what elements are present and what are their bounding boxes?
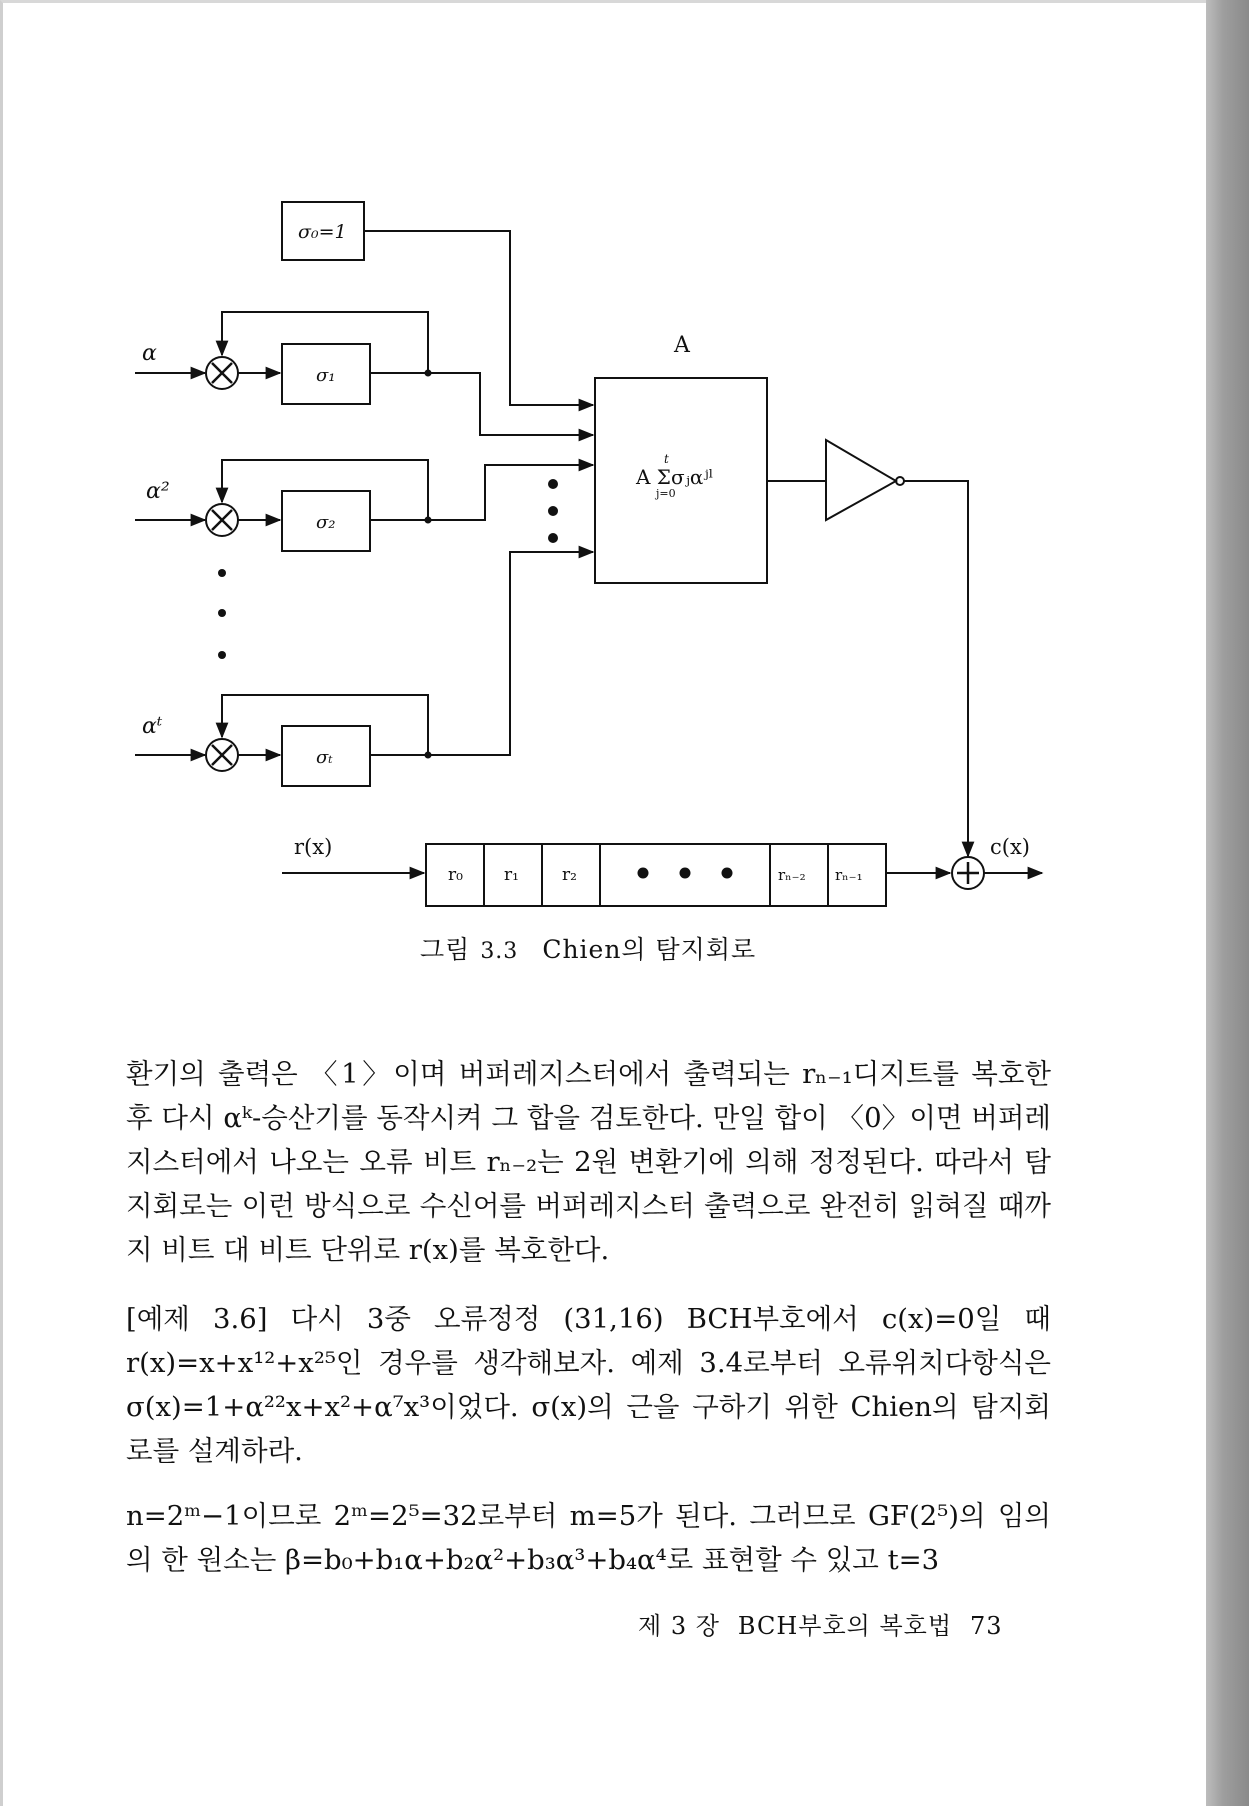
paragraph-2-example	[126, 1297, 1051, 1473]
paragraph-text: [예제 3.6] 다시 3중 오류정정 (31,16) BCH부호에서 c(x)=0일 때 r(x)=x+x¹²+x²⁵인 경우를 생각해보자. 예제 3.4로부터 오류위치다항식은 σ(x)=1+α²²x+x²+α⁷x³이었다. σ(x)의 근을 구하기 위한 Chien의 탐지회로를 설계하라.	[126, 1303, 1051, 1467]
buffer-cell-r0: r₀	[448, 865, 463, 885]
sigma0-wire	[364, 231, 593, 405]
buffer-cell-rn2: rₙ₋₂	[778, 866, 806, 884]
caption-number: 3.3	[480, 939, 519, 964]
inverter-triangle	[826, 440, 896, 520]
register-sigmat-label: σₜ	[316, 747, 333, 768]
ellipsis-dot	[218, 609, 226, 617]
footer-title: BCH부호의 복호법	[737, 1612, 953, 1640]
paragraph-3	[126, 1494, 1051, 1582]
ellipsis-dot	[218, 569, 226, 577]
page-footer	[638, 1606, 1021, 1641]
register-sigma2-label: σ₂	[316, 512, 336, 533]
caption-prefix: 그림	[420, 935, 471, 964]
input-alphat-label: αᵗ	[142, 714, 163, 739]
paragraph-text: n=2ᵐ−1이므로 2ᵐ=2⁵=32로부터 m=5가 된다. 그러므로 GF(2⁵)의 임의의 한 원소는 β=b₀+b₁α+b₂α²+b₃α³+b₄α⁴로 표현할 수 있고 t=3	[126, 1500, 1051, 1576]
ellipsis-dot	[548, 479, 558, 489]
paragraph-text: 환기의 출력은 〈1〉이며 버퍼레지스터에서 출력되는 rₙ₋₁디지트를 복호한 후 다시 αᵏ-승산기를 동작시켜 그 합을 검토한다. 만일 합이 〈0〉이면 버퍼레지스터에서 나오는 오류 비트 rₙ₋₂는 2원 변환기에 의해 정정된다. 따라서 탐지회로는 이런 방식으로 수신어를 버퍼레지스터 출력으로 완전히 읽혀질 때까지 비트 대 비트 단위로 r(x)를 복호한다.	[126, 1058, 1051, 1266]
page-number: 73	[970, 1612, 1003, 1640]
buffer-cell-r2: r₂	[562, 865, 577, 885]
sigma0-label: σ₀=1	[298, 221, 347, 243]
adder-formula: A Σσⱼαʲˡ	[636, 465, 714, 489]
input-alpha2-label: α²	[146, 479, 170, 504]
output-cx-label: c(x)	[990, 835, 1030, 859]
buffer-cell-r1: r₁	[504, 865, 519, 885]
ellipsis-dot	[548, 506, 558, 516]
caption-title: Chien의 탐지회로	[542, 935, 757, 964]
sum-upper-limit: t	[664, 452, 669, 466]
input-rx-label: r(x)	[294, 835, 333, 859]
ellipsis-dot	[722, 868, 733, 879]
figure-caption	[420, 930, 756, 966]
buffer-cell-rn1: rₙ₋₁	[835, 866, 863, 884]
adder-title: A	[674, 333, 690, 358]
paragraph-1	[126, 1052, 1051, 1272]
ellipsis-dot	[638, 868, 649, 879]
footer-chapter: 제 3 장	[638, 1612, 720, 1640]
sum-lower-limit: j=0	[656, 487, 676, 500]
buffer-register	[426, 844, 886, 906]
input-alpha-label: α	[142, 341, 157, 366]
register-sigma1-label: σ₁	[316, 365, 336, 386]
ellipsis-dot	[680, 868, 691, 879]
ellipsis-dot	[548, 533, 558, 543]
ellipsis-dot	[218, 651, 226, 659]
